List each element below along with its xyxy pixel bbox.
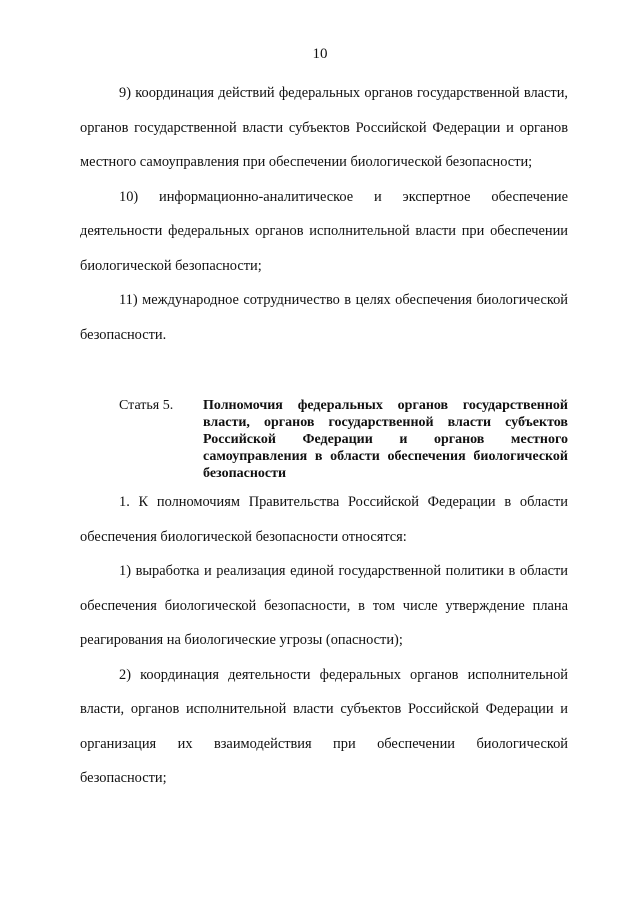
page-number: 10 [312, 46, 328, 62]
list-item-10: 10) информационно-аналитическое и экспертное обеспечение деятельности федеральных органов исполнительной власти при обеспечении биологической безопасности; [80, 188, 568, 274]
body-text-upper [80, 76, 568, 352]
article-title: Полномочия федеральных органов государственной власти, органов государственной власти субъектов Российской Федерации и органов местного самоуправления в области обеспечения биологической безопасности [203, 398, 568, 481]
body-text-lower [80, 485, 568, 796]
article-label: Статья 5. [119, 398, 174, 413]
list-item-9: 9) координация действий федеральных органов государственной власти, органов государственной власти субъектов Российской Федерации и органов местного самоуправления при обеспечении биологической безопасности; [80, 85, 568, 170]
paragraph-intro: 1. К полномочиям Правительства Российской Федерации в области обеспечения биологической безопасности относятся: [80, 494, 568, 545]
list-item-11: 11) международное сотрудничество в целях обеспечения биологической безопасности. [80, 292, 568, 343]
list-item-1: 1) выработка и реализация единой государственной политики в области обеспечения биологической безопасности, в том числе утверждение плана реагирования на биологические угрозы (опасности); [80, 563, 568, 648]
list-item-2: 2) координация деятельности федеральных органов исполнительной власти, органов исполнительной власти субъектов Российской Федерации и организация их взаимодействия при обеспечении биологической безопасности; [80, 666, 568, 786]
